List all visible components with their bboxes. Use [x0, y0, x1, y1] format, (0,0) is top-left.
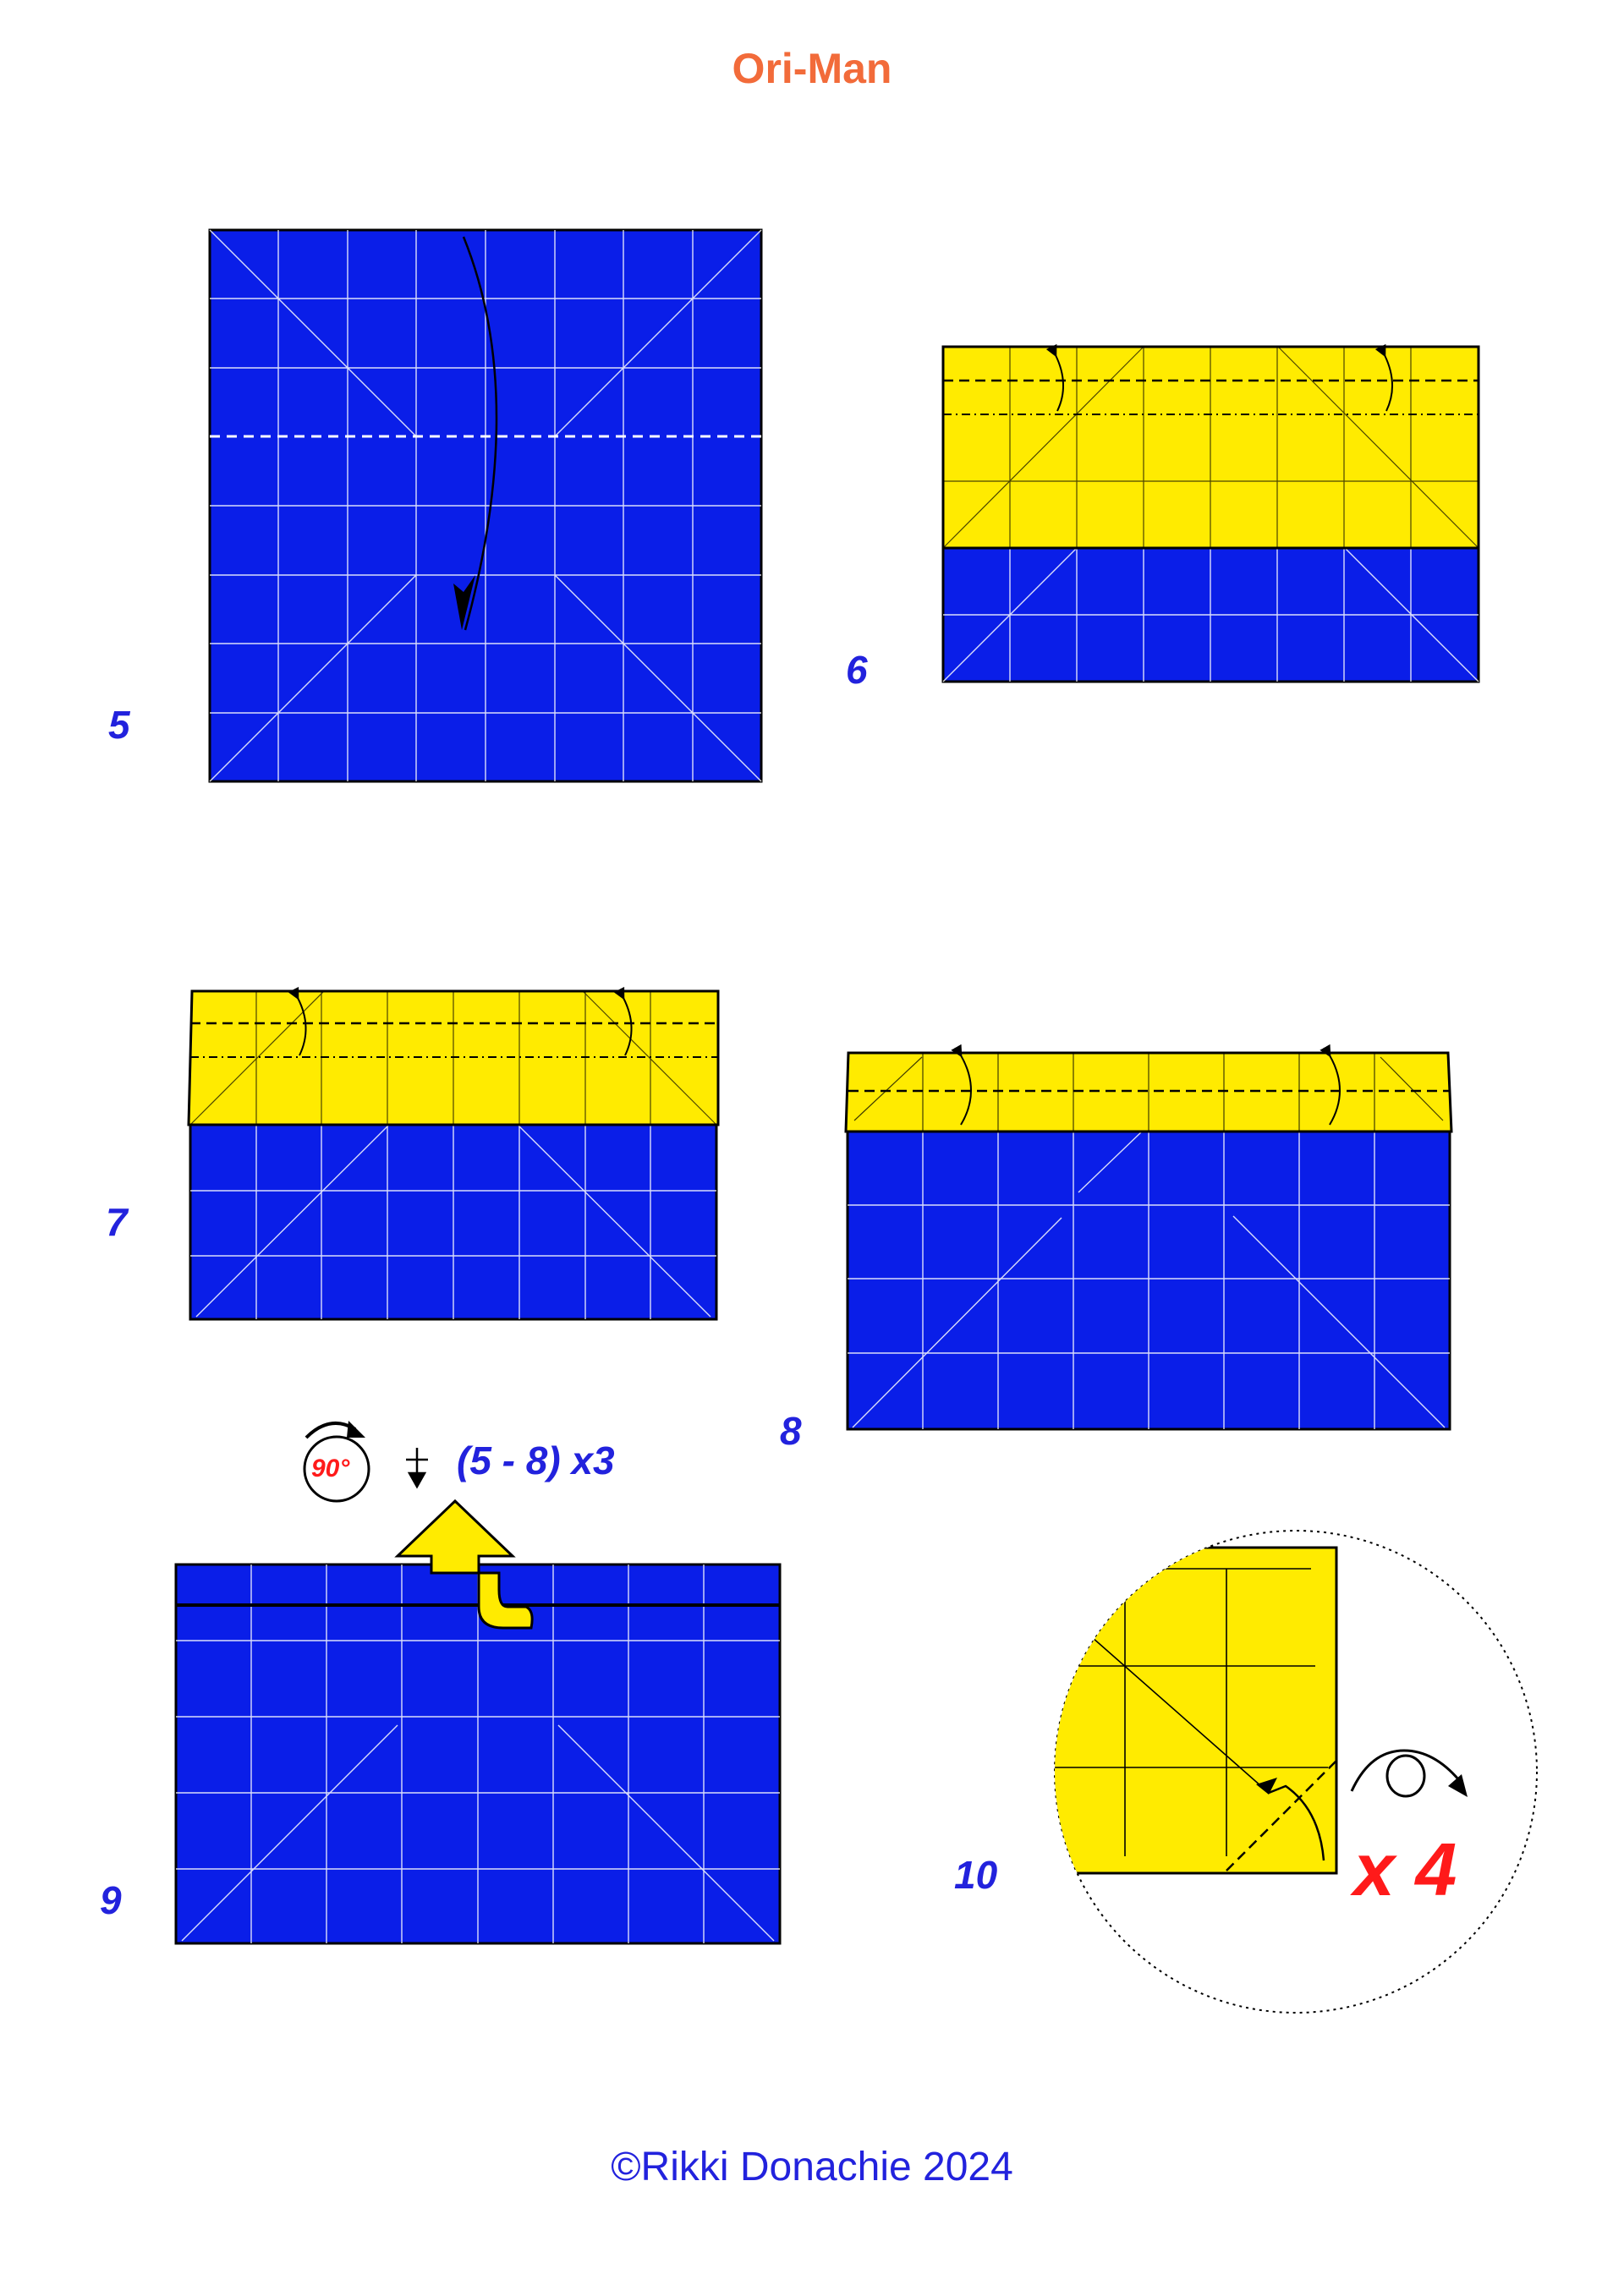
- page-title: Ori-Man: [732, 45, 892, 92]
- step-number-6: 6: [846, 648, 868, 692]
- step9-diagram: [176, 1421, 780, 1943]
- step10-diagram: [1053, 1531, 1537, 2013]
- step-number-5: 5: [108, 703, 130, 747]
- step8-diagram: [846, 1053, 1451, 1429]
- sequence-repeat-label: (5 - 8) x3: [457, 1438, 615, 1482]
- step7-diagram: [189, 991, 718, 1319]
- copyright-text: ©Rikki Donachie 2024: [611, 2145, 1013, 2189]
- step-number-7: 7: [106, 1200, 128, 1244]
- step-number-9: 9: [100, 1878, 122, 1922]
- step-number-10: 10: [954, 1853, 998, 1897]
- step5-diagram: [210, 230, 761, 781]
- step-number-8: 8: [780, 1409, 802, 1453]
- rotate-90-label: 90°: [311, 1455, 350, 1482]
- step6-diagram: [943, 347, 1479, 682]
- turn-over-icon: [406, 1448, 428, 1487]
- repeat-x4-label: x 4: [1353, 1827, 1457, 1911]
